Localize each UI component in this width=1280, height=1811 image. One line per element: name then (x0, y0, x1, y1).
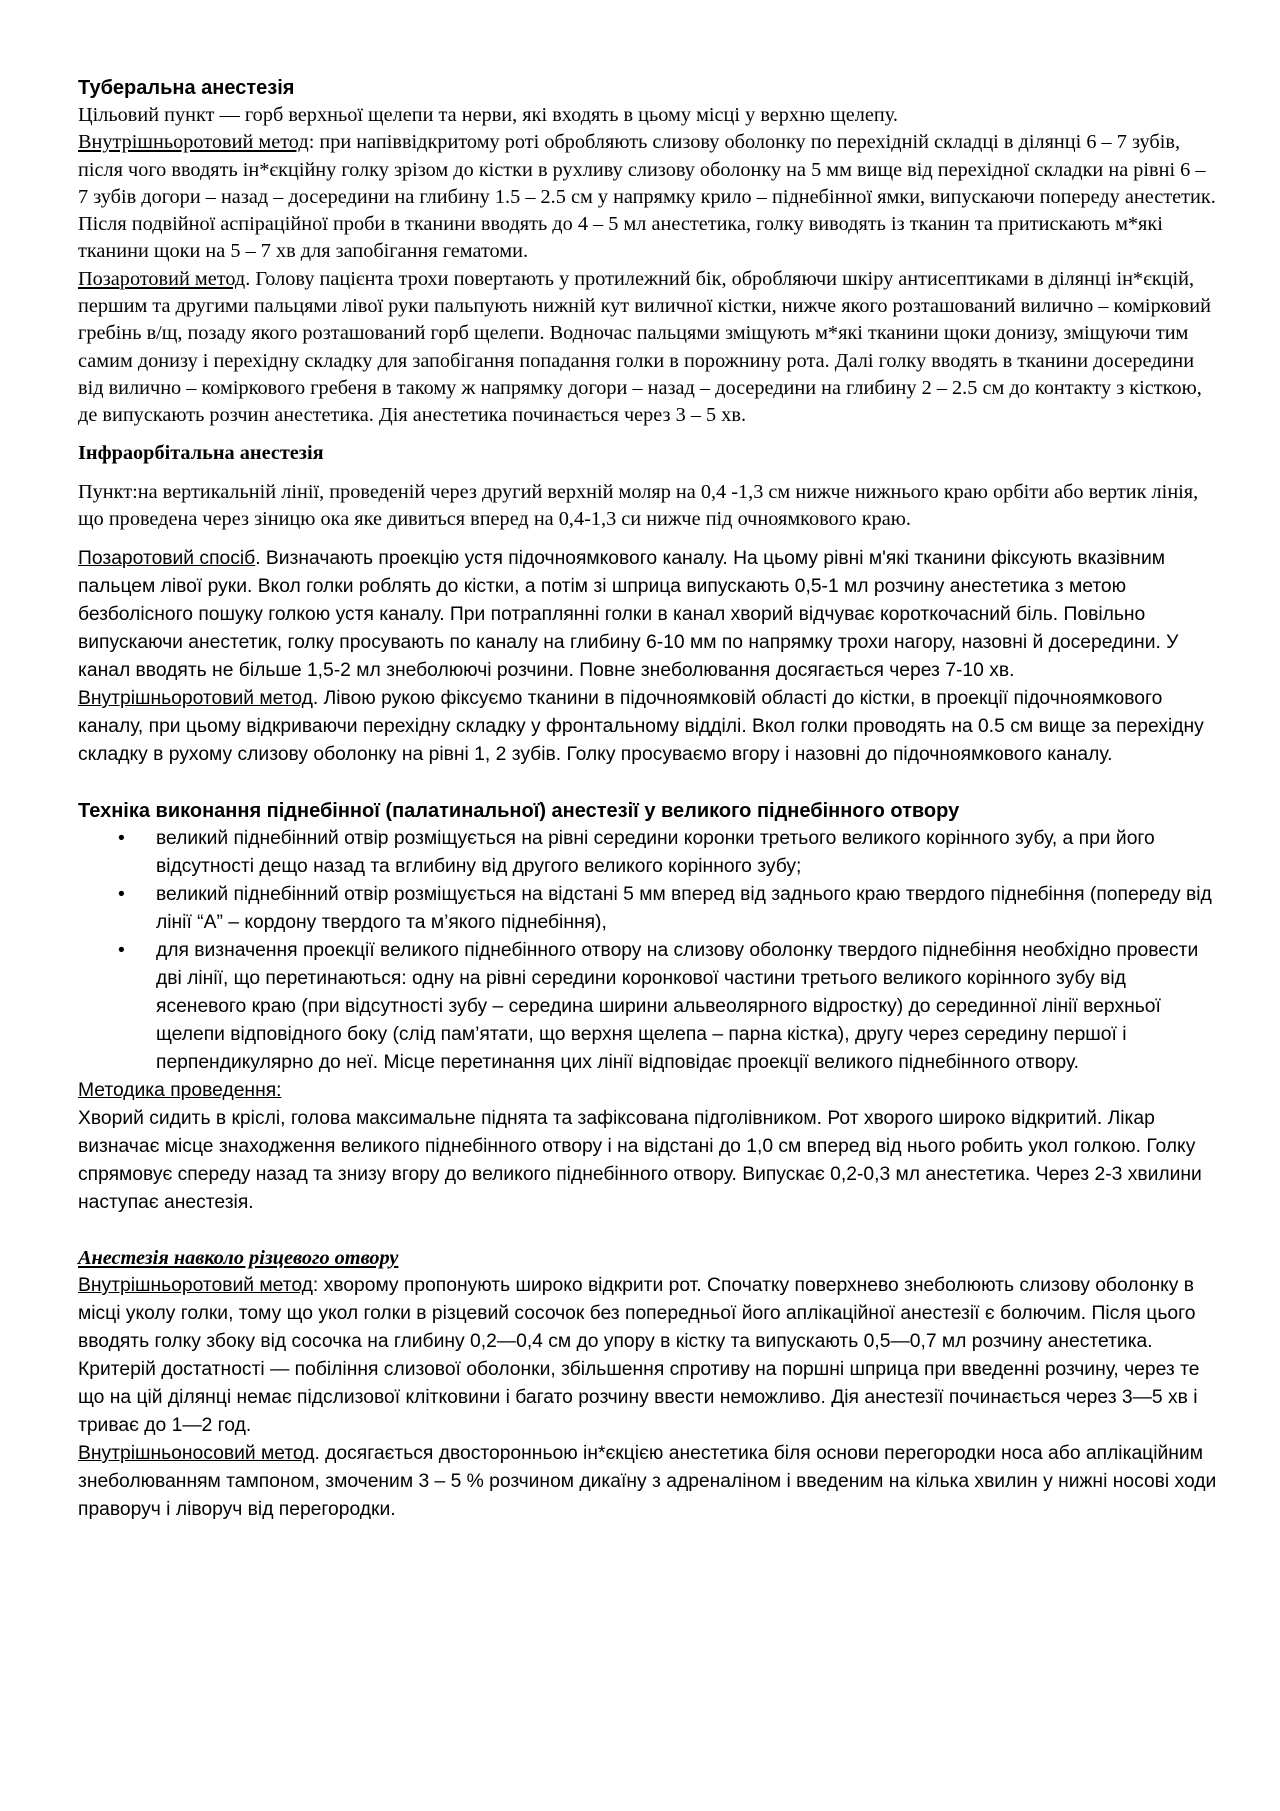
tuberal-intraoral-paragraph (78, 129, 1218, 265)
incisive-intraoral-paragraph (78, 1272, 1218, 1440)
section-infraorbital (78, 440, 1218, 770)
infraorbital-intraoral-paragraph (78, 685, 1218, 769)
tuberal-extraoral-paragraph (78, 266, 1218, 430)
palatal-method-label: Методика проведення: (78, 1080, 282, 1102)
section-tuberal (78, 74, 1218, 430)
bullet-icon: • (118, 828, 125, 850)
document-page (78, 74, 1218, 1524)
list-item: • великий піднебінний отвір розміщується на рівні середини коронки третього великого корінного зубу, а при його відсутності дещо назад та вглибину від другого великого корінного зубу; (78, 825, 1218, 881)
incisive-intranasal-text: . досягається двосторонньою ін*єкцією анестетика біля основи перегородки носа або аплікаційним знеболюванням тампоном, змоченим 3 – 5 % розчином дикаїну з адреналіном і введеним на кілька хвилин у нижні носові ходи праворуч і ліворуч від перегородки. (78, 1443, 1217, 1521)
tuberal-target: Цільовий пункт — горб верхньої щелепи та нерви, які входять в цьому місці у верхню щелепу. (78, 104, 898, 126)
section-incisive (78, 1245, 1218, 1524)
tuberal-title: Туберальна анестезія (78, 77, 295, 99)
tuberal-intraoral-label: Внутрішньоротовий метод (78, 131, 309, 154)
tuberal-extraoral-label: Позаротовий метод (78, 267, 246, 290)
tuberal-extraoral-text: . Голову пацієнта трохи повертають у протилежний бік, обробляючи шкіру антисептиками в ділянці ін*єкцій, першим та другими пальцями лівої руки пальпують нижній кут виличної кістки, нижче якого розташований вилично – комірковий гребінь в/щ, позаду якого розташований горб щелепи. Водночас пальцями зміщують м*які тканини щоки донизу, зміщуючи тим самим донизу і перехідну складку для запобігання попадання голки в порожнину рота. Далі голку вводять в тканини досередини від вилично – коміркового гребеня в такому ж напрямку догори – назад – досередини на глибину 2 – 2.5 см до контакту з кісткою, де випускають розчин анестетика. Дія анестетика починається через 3 – 5 хв. (78, 267, 1211, 427)
bullet-icon: • (118, 884, 125, 906)
tuberal-intraoral-text: : при напіввідкритому роті обробляють слизову оболонку по перехідній складці в ділянці 6 – 7 зубів, після чого вводять ін*єкційну голку зрізом до кістки в рухливу слизову оболонку на 5 мм вище від перехідної складки на рівні 6 – 7 зубів догори – назад – досередини на глибину 1.5 – 2.5 см у напрямку крило – піднебінної ямки, випускаючи попереду анестетик. Після подвійної аспіраційної проби в тканини вводять до 4 – 5 мл анестетика, голку виводять із тканин та притискають м*які тканини щоки на 5 – 7 хв для запобігання гематоми. (78, 131, 1216, 263)
infraorbital-point: Пункт:на вертикальній лінії, проведеній через другий верхній моляр на 0,4 -1,3 см нижче нижнього краю орбіти або вертик лінія, що проведена через зіницю ока яке дивиться вперед на 0,4-1,3 си нижче під очноямкового краю. (78, 480, 1199, 530)
palatal-title: Техніка виконання піднебінної (палатинальної) анестезії у великого піднебінного отвору (78, 800, 960, 823)
section-palatal (78, 797, 1218, 1217)
palatal-method-label-line (78, 1077, 1218, 1105)
list-item: • великий піднебінний отвір розміщується на відстані 5 мм вперед від заднього краю твердого піднебіння (попереду від лінії “А” – кордону твердого та м’якого піднебіння), (78, 881, 1218, 937)
list-item: • для визначення проекції великого піднебінного отвору на слизову оболонку твердого піднебіння необхідно провести дві лінії, що перетинаються: одну на рівні середини коронкової частини третього великого корінного зубу від ясеневого краю (при відсутності зубу – середина ширини альвеолярного відростку) до серединної лінії верхньої щелепи відповідного боку (слід пам’ятати, що верхня щелепа – парна кістка), другу через середину першої і перпендикулярно до неї. Місце перетинання цих лінії відповідає проекції великого піднебінного отвору. (78, 937, 1218, 1077)
infraorbital-intraoral-label: Внутрішньоротовий метод (78, 688, 313, 710)
infraorbital-title: Інфраорбітальна анестезія (78, 441, 324, 464)
infraorbital-extraoral-text: . Визначають проекцію устя підочноямкового каналу. На цьому рівні м'які тканини фіксують вказівним пальцем лівої руки. Вкол голки роблять до кістки, а потім зі шприца випускають 0,5-1 мл розчину анестетика з метою безболісного пошуку голкою устя каналу. При потраплянні голки в канал хворий відчуває короткочасний біль. Повільно випускаючи анестетик, голку просувають по каналу на глибину 6-10 мм по напрямку трохи нагору, назовні й досередини. У канал вводять не більше 1,5-2 мл знеболюючі розчини. Повне знеболювання досягається через 7-10 хв. (78, 548, 1179, 682)
incisive-intranasal-label: Внутрішньоносовий метод (78, 1443, 315, 1465)
incisive-intranasal-paragraph (78, 1440, 1218, 1524)
incisive-intraoral-text: : хворому пропонують широко відкрити рот. Спочатку поверхнево знеболюють слизову оболонку в місці уколу голки, тому що укол голки в різцевий сосочок без попередньої його аплікаційної анестезії є болючим. Після цього вводять голку збоку від сосочка на глибину 0,2—0,4 см до упору в кістку та випускають 0,5—0,7 мл розчину анестетика. Критерій достатності — побіління слизової оболонки, збільшення спротиву на поршні шприца при введенні розчину, через те що на цій ділянці немає підслизової клітковини і багато розчину ввести неможливо. Дія анестезії починається через 3—5 хв і триває до 1—2 год. (78, 1275, 1200, 1437)
incisive-title: Анестезія навколо різцевого отвору (78, 1247, 399, 1270)
bullet-icon: • (118, 940, 125, 962)
infraorbital-intraoral-text: . Лівою рукою фіксуємо тканини в підочноямковій області до кістки, в проекції підочноямкового каналу, при цьому відкриваючи перехідну складку у фронтальному відділі. Вкол голки проводять на 0.5 см вище за перехідну складку в рухому слизову оболонку на рівні 1, 2 зубів. Голку просуваємо вгору і назовні до підочноямкового каналу. (78, 688, 1204, 766)
infraorbital-extraoral-paragraph (78, 545, 1218, 685)
incisive-intraoral-label: Внутрішньоротовий метод (78, 1275, 313, 1297)
palatal-method-text: Хворий сидить в кріслі, голова максимальне піднята та зафіксована підголівником. Рот хворого широко відкритий. Лікар визначає місце знаходження великого піднебінного отвору і на відстані до 1,0 см вперед від нього робить укол голкою. Голку спрямовує спереду назад та знизу вгору до великого піднебінного отвору. Випускає 0,2-0,3 мл анестетика. Через 2-3 хвилини наступає анестезія. (78, 1108, 1202, 1214)
palatal-bullet-list (78, 825, 1218, 1077)
infraorbital-extraoral-label: Позаротовий спосіб (78, 548, 256, 570)
